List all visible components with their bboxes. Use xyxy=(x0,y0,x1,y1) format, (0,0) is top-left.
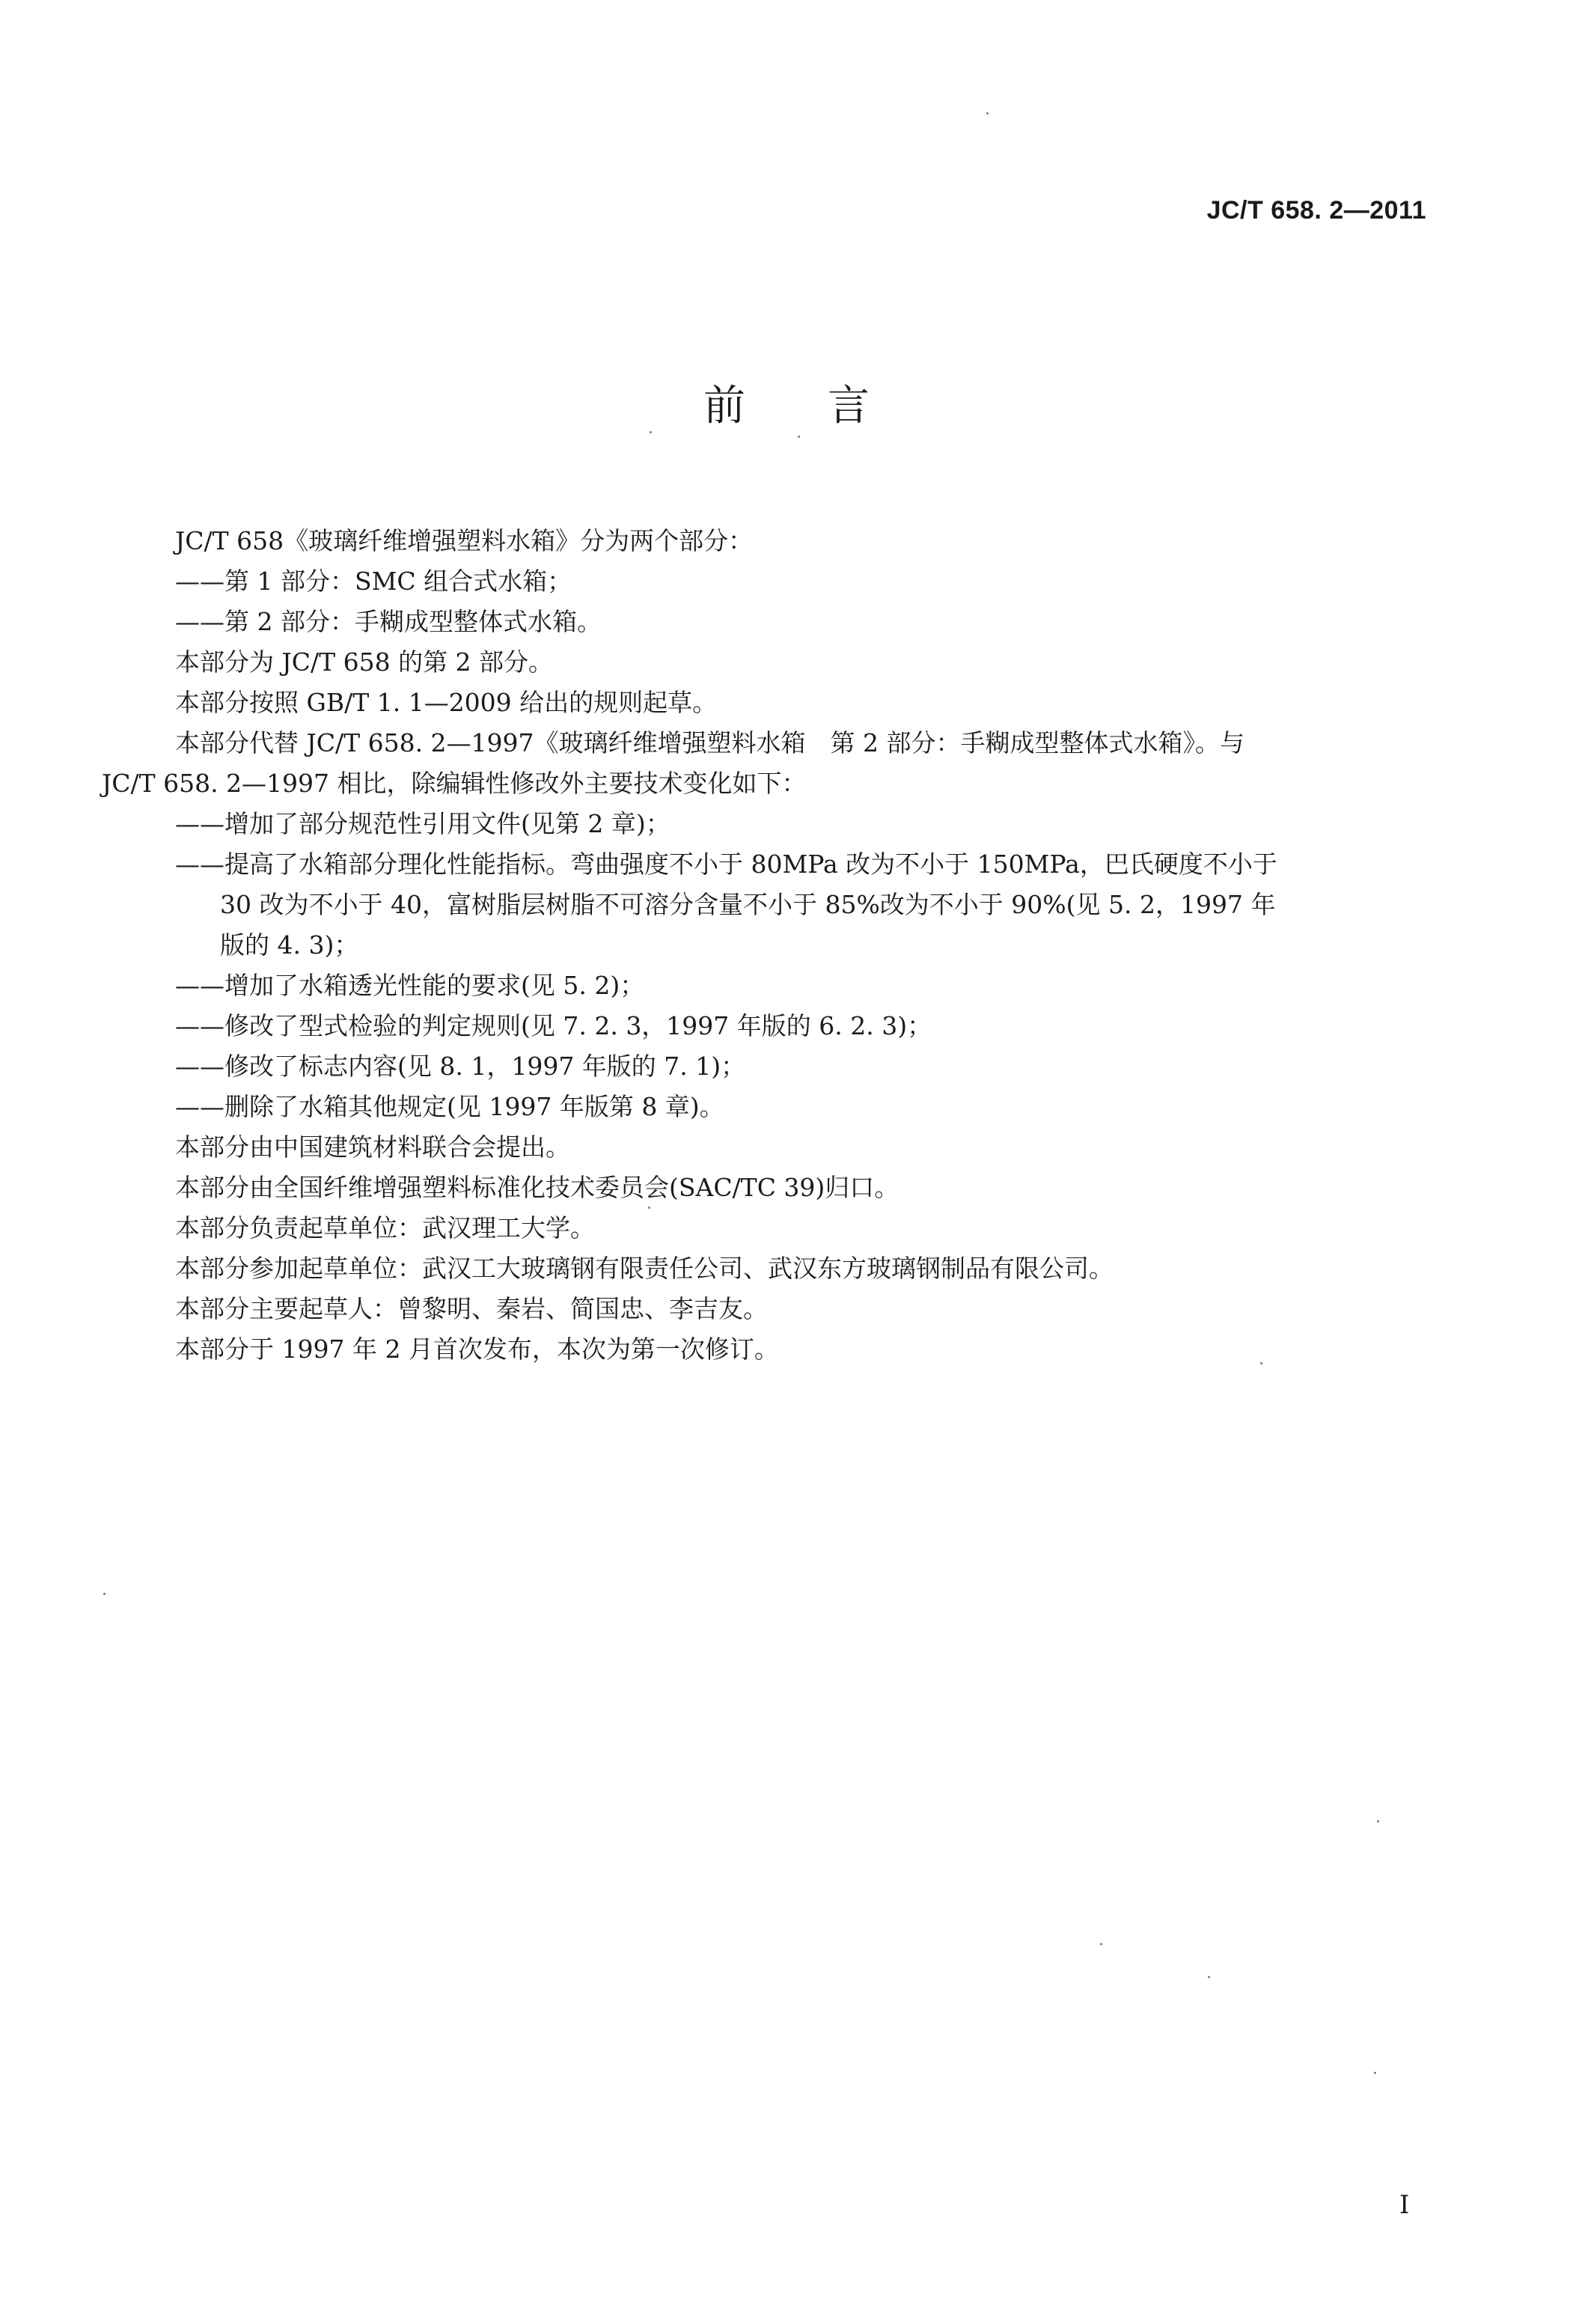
list-item: ——增加了部分规范性引用文件(见第 2 章)； xyxy=(175,809,671,838)
page-title: 前言 xyxy=(703,382,952,430)
paragraph: 本部分于 1997 年 2 月首次发布，本次为第一次修订。 xyxy=(175,1335,779,1364)
paragraph: 本部分由全国纤维增强塑料标准化技术委员会(SAC/TC 39)归口。 xyxy=(175,1173,899,1202)
list-item: ——修改了标志内容(见 8. 1，1997 年版的 7. 1)； xyxy=(175,1052,746,1081)
foreword-body xyxy=(102,524,1437,1373)
list-item-continuation: 30 改为不小于 40，富树脂层树脂不可溶分含量不小于 85%改为不小于 90%(见 5. 2，1997 年 xyxy=(220,890,1276,919)
list-item-continuation: 版的 4. 3)； xyxy=(220,930,359,960)
scan-speck xyxy=(1260,1362,1262,1364)
scan-speck xyxy=(1377,1820,1379,1823)
page-number: I xyxy=(1399,2190,1410,2220)
standard-code: JC/T 658. 2—2011 xyxy=(1206,196,1426,225)
paragraph-continuation: JC/T 658. 2—1997 相比，除编辑性修改外主要技术变化如下： xyxy=(102,769,807,798)
scan-speck xyxy=(103,1593,106,1595)
scan-speck xyxy=(1100,1943,1102,1945)
list-item: ——提高了水箱部分理化性能指标。弯曲强度不小于 80MPa 改为不小于 150MPa，巴氏硬度不小于 xyxy=(175,850,1277,879)
scan-speck xyxy=(1208,1976,1210,1978)
list-item: ——第 2 部分：手糊成型整体式水箱。 xyxy=(175,607,602,636)
scan-speck xyxy=(798,436,800,438)
list-item: ——修改了型式检验的判定规则(见 7. 2. 3，1997 年版的 6. 2. 3)； xyxy=(175,1011,932,1040)
scan-speck xyxy=(986,112,989,115)
list-item: ——删除了水箱其他规定(见 1997 年版第 8 章)。 xyxy=(175,1092,724,1121)
list-item: ——增加了水箱透光性能的要求(见 5. 2)； xyxy=(175,971,645,1000)
scan-speck xyxy=(648,1207,650,1209)
paragraph: 本部分主要起草人：曾黎明、秦岩、简国忠、李吉友。 xyxy=(175,1294,768,1323)
paragraph: 本部分为 JC/T 658 的第 2 部分。 xyxy=(175,647,554,677)
scan-speck xyxy=(650,431,652,433)
list-item: ——第 1 部分：SMC 组合式水箱； xyxy=(175,567,572,596)
paragraph: 本部分由中国建筑材料联合会提出。 xyxy=(175,1132,570,1162)
scan-speck xyxy=(1374,2072,1376,2074)
paragraph: JC/T 658《玻璃纤维增强塑料水箱》分为两个部分： xyxy=(175,526,754,555)
paragraph: 本部分负责起草单位：武汉理工大学。 xyxy=(175,1213,595,1242)
paragraph: 本部分代替 JC/T 658. 2—1997《玻璃纤维增强塑料水箱 第 2 部分：手糊成型整体式水箱》。与 xyxy=(175,728,1245,757)
paragraph: 本部分参加起草单位：武汉工大玻璃钢有限责任公司、武汉东方玻璃钢制品有限公司。 xyxy=(175,1254,1114,1283)
paragraph: 本部分按照 GB/T 1. 1—2009 给出的规则起草。 xyxy=(175,688,718,717)
